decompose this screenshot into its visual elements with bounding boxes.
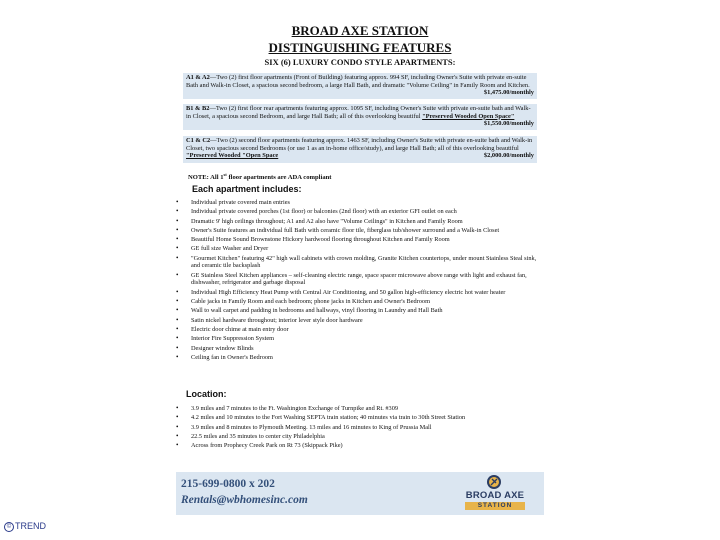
contact-box — [176, 472, 544, 515]
location-item: • 3.9 miles and 8 minutes to Plymouth Meeting. 13 miles and 16 minutes to King of Prussia Mall — [172, 424, 544, 432]
location-item: • Across from Prophecy Creek Park on Rt 73 (Skippack Pike) — [172, 442, 544, 450]
note-text: NOTE: All 1 — [188, 174, 224, 181]
broad-axe-station-logo — [450, 474, 540, 513]
apartment-description: —Two (2) second floor apartments featuring approx. 1463 SF, including Owner's Suite with private en-suite bath and Walk-in Closet, two spacious second Bedrooms (or use 1 as an in-home office/study), and large Hall Bath; all of this overlooking beautiful — [186, 137, 533, 152]
logo-text-main: BROAD AXE — [465, 490, 525, 501]
feature-item: • Interior Fire Suppression System — [172, 335, 544, 343]
location-item: • 22.5 miles and 35 minutes to center city Philadelphia — [172, 433, 544, 441]
feature-item: • Individual High Efficiency Heat Pump with Central Air Conditioning, and 50 gallon high-efficiency electric hot water heater — [172, 289, 544, 297]
apartment-box-a — [183, 73, 537, 99]
note-superscript: st — [223, 171, 227, 177]
feature-item: • Owner's Suite features an individual full Bath with ceramic floor tile, fiberglass tub/shower surround and a Walk-in Closet — [172, 227, 544, 235]
feature-item: • Individual private covered porches (1st floor) or balconies (2nd floor) with an exterior GFI outlet on each — [172, 208, 544, 216]
location-item: • 3.9 miles and 7 minutes to the Ft. Washington Exchange of Turnpike and Rt. #309 — [172, 405, 544, 413]
logo-emblem-icon — [486, 474, 502, 490]
copyright-icon: © — [4, 522, 14, 532]
page-title: BROAD AXE STATION — [291, 23, 429, 38]
apartment-price: $1,550.00/monthly — [483, 120, 534, 128]
apartment-description: —Two (2) first floor rear apartments featuring approx. 1095 SF, including Owner's Suite with private en-suite bath and Walk-in Closet, a spacious second Bedroom, and large Hall Bath; all of this overlooking beautiful — [186, 105, 531, 120]
phone-number[interactable]: 215-699-0800 x 202 — [181, 478, 275, 490]
feature-item: • Electric door chime at main entry door — [172, 326, 544, 334]
page-subtitle: DISTINGUISHING FEATURES — [268, 40, 452, 55]
apartment-box-c — [183, 136, 537, 163]
apartment-code: B1 & B2 — [186, 105, 210, 112]
apartment-box-b — [183, 104, 537, 130]
location-list — [172, 405, 544, 451]
feature-item: • Individual private covered main entries — [172, 199, 544, 207]
feature-item: • GE Stainless Steel Kitchen appliances – self-cleaning electric range, space spacer microwave above range with light and exhaust fan, dishwasher, refrigerator and garbage disposal — [172, 272, 544, 287]
feature-item: • Wall to wall carpet and padding in bedrooms and hallways, vinyl flooring in Laundry and Hall Bath — [172, 307, 544, 315]
feature-item: • Dramatic 9' high ceilings throughout; A1 and A2 also have "Volume Ceilings" in Kitchen and Family Room — [172, 218, 544, 226]
note-text-end: floor apartments are ADA compliant — [226, 174, 332, 181]
location-item: • 4.2 miles and 10 minutes to the Fort Washing SEPTA train station; 40 minutes via train to 30th Street Station — [172, 414, 544, 422]
includes-heading: Each apartment includes: — [192, 184, 302, 194]
apartment-price: $2,000.00/monthly — [483, 152, 534, 160]
feature-item: • Ceiling fan in Owner's Bedroom — [172, 354, 544, 362]
tagline: SIX (6) LUXURY CONDO STYLE APARTMENTS: — [264, 57, 456, 67]
feature-item: • Beautiful Home Sound Brownstone Hickory hardwood flooring throughout Kitchen and Family Room — [172, 236, 544, 244]
feature-item: • "Gourmet Kitchen" featuring 42" high wall cabinets with crown molding, Granite Kitchen countertops, under mount Stainless Steal sink, and ceramic tile backsplash — [172, 255, 544, 270]
apartment-code: C1 & C2 — [186, 137, 211, 144]
email-address[interactable]: Rentals@wbhomesinc.com — [181, 494, 308, 506]
feature-item: • GE full size Washer and Dryer — [172, 245, 544, 253]
trend-watermark — [4, 521, 46, 532]
feature-item: • Cable jacks in Family Room and each bedroom; phone jacks in Kitchen and Owner's Bedroom — [172, 298, 544, 306]
location-heading: Location: — [186, 389, 227, 399]
apartment-highlight: "Preserved Wooded Open Space" — [422, 112, 515, 120]
apartment-price: $1,475.00/monthly — [483, 89, 534, 97]
feature-item: • Designer window Blinds — [172, 345, 544, 353]
feature-item: • Satin nickel hardware throughout; interior lever style door hardware — [172, 317, 544, 325]
apartment-code: A1 & A2 — [186, 74, 210, 81]
ada-note — [188, 171, 332, 181]
apartment-highlight: "Preserved Wooded "Open Space — [186, 152, 279, 160]
watermark-text: TREND — [15, 521, 46, 531]
logo-text-sub: STATION — [465, 502, 525, 510]
features-list — [172, 199, 544, 363]
apartment-description: —Two (2) first floor apartments (Front of Building) featuring approx. 994 SF, including Owner's Suite with private en-suite Bath and Walk-in Closet, a spacious second bedroom, a large Hall Bath, and dramatic "Volume Ceiling" in Family Room and Kitchen. — [186, 74, 530, 89]
